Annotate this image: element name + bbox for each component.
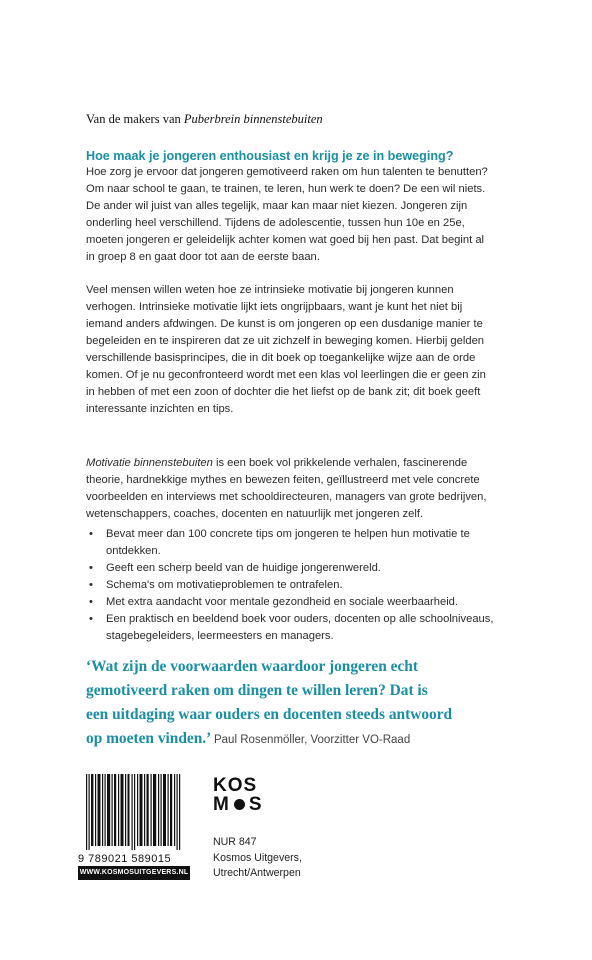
text-line: interessante inzichten en tips. — [86, 403, 234, 415]
text-line: verschillende basisprincipes, die in dit boek op toegankelijke wijze aan de orde — [86, 352, 476, 364]
list-item: • Schema's om motivatieproblemen te ontrafelen. — [86, 577, 506, 594]
bullet-icon: • — [89, 562, 93, 574]
feature-list — [86, 526, 506, 645]
bullet-icon: • — [89, 528, 93, 540]
text-line: komen. Of je nu geconfronteerd wordt met een klas vol leerlingen die er geen zin — [86, 369, 486, 381]
list-item: • Bevat meer dan 100 concrete tips om jongeren te helpen hun motivatie te ontdekken. — [89, 528, 470, 557]
barcode-icon — [78, 774, 190, 852]
text-line: begeleiden en te inspireren dat ze uit zichzelf in beweging komen. Hierbij gelden — [86, 335, 485, 347]
text-line: theorie, hardnekkige mythes en bewezen feiten, geïllustreerd met vele concrete — [86, 474, 480, 486]
tagline — [86, 112, 323, 127]
text-line: moeten jongeren er geleidelijk achter komen wat goed bij hen past. Dat begint al — [86, 234, 485, 246]
blurb-paragraph-2 — [86, 282, 506, 418]
text-line: in hebben of met een zoon of dochter die het liefst op de bank zit; dit boek geeft — [86, 386, 481, 398]
blurb-heading: Hoe maak je jongeren enthousiast en krijg je ze in beweging? — [86, 149, 454, 163]
book-title: Motivatie binnenstebuiten — [86, 457, 213, 469]
logo-row-2: M S — [213, 794, 263, 815]
bullet-icon: • — [89, 613, 93, 625]
tagline-book-title: Puberbrein binnenstebuiten — [183, 112, 323, 126]
quote-line: ‘Wat zijn de voorwaarden waardoor jongeren echt — [86, 658, 418, 675]
website-link[interactable]: WWW.KOSMOSUITGEVERS.NL — [78, 866, 190, 880]
list-item: • Geeft een scherp beeld van de huidige jongerenwereld. — [86, 560, 506, 577]
quote-line: gemotiveerd raken om dingen te willen leren? Dat is — [86, 682, 428, 699]
isbn-barcode — [78, 774, 190, 865]
blurb-paragraph-1 — [86, 164, 506, 266]
text-line: voorbeelden en interviews met schooldirecteuren, managers van grote bedrijven, — [86, 491, 487, 503]
text-line: Om naar school te gaan, te trainen, te leren, hun werk te doen? De een wil niets. — [86, 183, 486, 195]
publisher-city: Utrecht/Antwerpen — [213, 867, 301, 879]
nur-code: NUR 847 — [213, 836, 257, 848]
text-line: Hoe zorg je ervoor dat jongeren gemotiveerd raken om hun talenten te benutten? — [86, 166, 488, 178]
bullet-icon: • — [89, 596, 93, 608]
quote-line: een uitdaging waar ouders en docenten steeds antwoord — [86, 706, 453, 723]
text-line: verhogen. Intrinsieke motivatie lijkt iets ongrijpbaars, want je kunt het niet bij — [86, 301, 463, 313]
text-line: in groep 8 en gaat door tot aan de eerste baan. — [86, 251, 320, 263]
publisher-info — [213, 835, 302, 882]
kosmos-logo — [213, 776, 269, 814]
isbn-number: 9 789021 589015 — [78, 853, 172, 865]
text-line: Motivatie binnenstebuiten is een boek vol prikkelende verhalen, fascinerende — [86, 457, 468, 469]
text-line: De ander wil juist van alles tegelijk, maar kan maar niet kiezen. Jongeren zijn — [86, 200, 468, 212]
text-line: iemand anders afdwingen. De kunst is om jongeren op een dusdanige manier te — [86, 318, 483, 330]
publisher-name: Kosmos Uitgevers, — [213, 851, 302, 864]
tagline-prefix: Van de makers van — [86, 112, 184, 126]
quote-attribution: Paul Rosenmöller, Voorzitter VO-Raad — [213, 734, 411, 746]
endorsement-quote — [86, 655, 516, 752]
logo-row-1: KOS — [213, 775, 258, 796]
blurb-paragraph-3 — [86, 455, 506, 523]
text-line: onderling heel verschillend. Tijdens de adolescentie, tussen hun 10e en 25e, — [86, 217, 465, 229]
list-item: • Een praktisch en beeldend boek voor ouders, docenten op alle schoolniveaus, stagebegeleiders, leermeesters en managers. — [89, 613, 494, 642]
text-line: wetenschappers, coaches, docenten en natuurlijk met jongeren zelf. — [86, 508, 424, 520]
text-line: Veel mensen willen weten hoe ze intrinsieke motivatie bij jongeren kunnen — [86, 284, 454, 296]
quote-line: op moeten vinden.’ Paul Rosenmöller, Voorzitter VO-Raad — [86, 730, 411, 747]
list-item: • Met extra aandacht voor mentale gezondheid en sociale weerbaarheid. — [86, 594, 506, 611]
logo-dot-icon — [234, 799, 245, 810]
bullet-icon: • — [89, 579, 93, 591]
